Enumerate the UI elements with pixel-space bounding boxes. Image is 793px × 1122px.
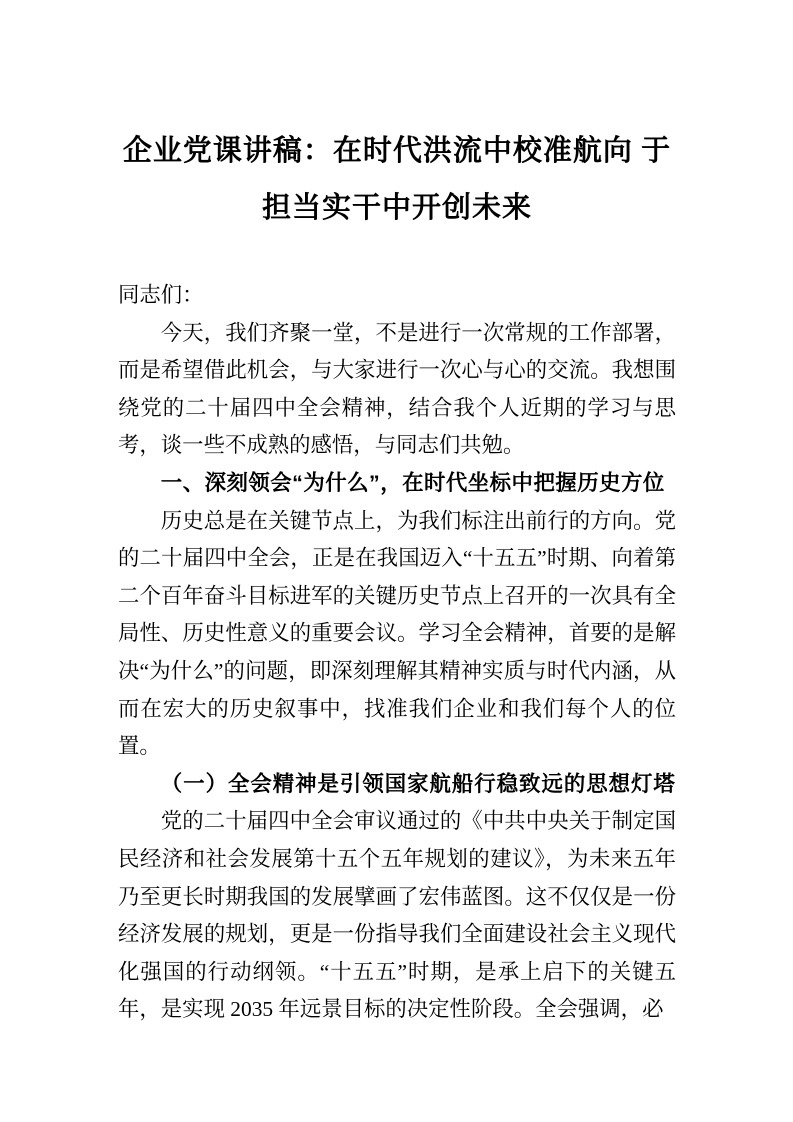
document-title-line-2: 担当实干中开创未来 [261,192,532,224]
subsection-heading-1-1: （一）全会精神是引领国家航船行稳致远的思想灯塔 [160,771,676,796]
paragraph-intro: 今天，我们齐聚一堂，不是进行一次常规的工作部署，而是希望借此机会，与大家进行一次心与心的交流。我想围绕党的二十届四中全会精神，结合我个人近期的学习与思考，谈一些不成熟的感悟，与同志们共勉。 [118,320,676,458]
subsection-1-1-paragraph-1: 党的二十届四中全会审议通过的《中共中央关于制定国民经济和社会发展第十五个五年规划的建议》，为未来五年乃至更长时期我国的发展擘画了宏伟蓝图。这不仅仅是一份经济发展的规划，更是一份指导我们全面建设社会主义现代化强国的行动纲领。“十五五”时期，是承上启下的关键五年，是实现 2035 年远景目标的决定性阶段。全会强调，必 [118,809,676,1022]
document-body [118,277,676,1029]
salutation: 同志们： [118,283,204,307]
section-heading-1: 一、深刻领会“为什么”，在时代坐标中把握历史方位 [160,470,665,495]
section-1-paragraph-1: 历史总是在关键节点上，为我们标注出前行的方向。党的二十届四中全会，正是在我国迈入“十五五”时期、向着第二个百年奋斗目标进军的关键历史节点上召开的一次具有全局性、历史性意义的重要会议。学习全会精神，首要的是解决“为什么”的问题，即深刻理解其精神实质与时代内涵，从而在宏大的历史叙事中，找准我们企业和我们每个人的位置。 [118,508,676,759]
document-title [118,123,676,237]
document-title-line-1: 企业党课讲稿：在时代洪流中校准航向 于 [122,135,672,167]
